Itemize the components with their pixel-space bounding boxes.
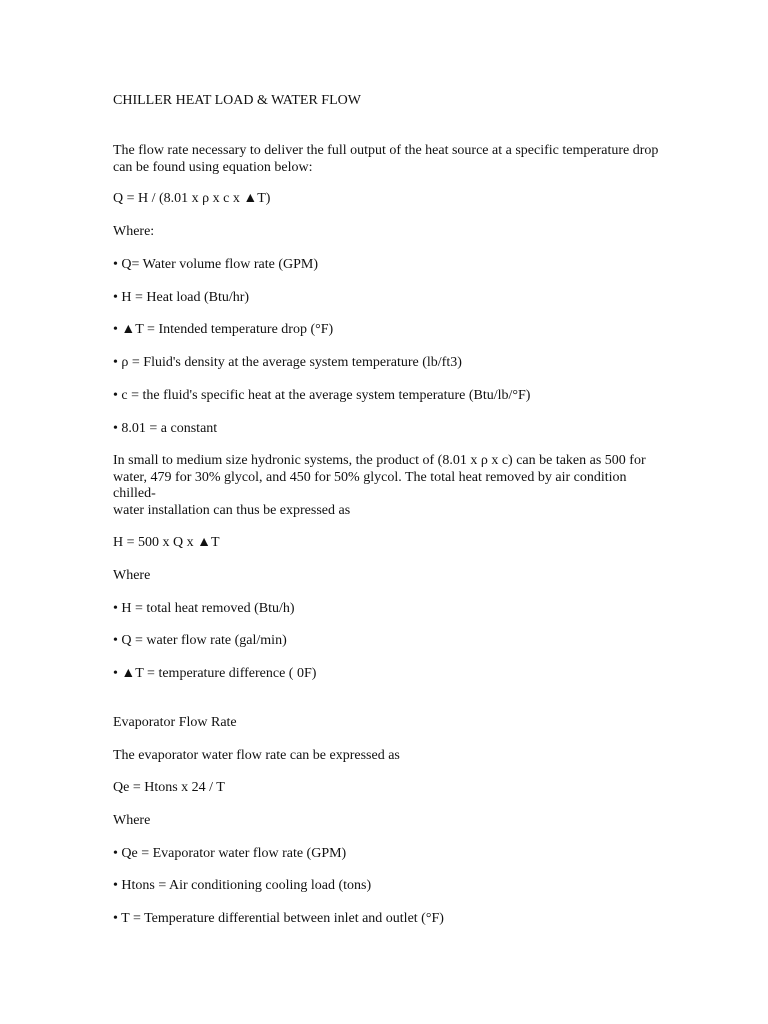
intro-line: can be found using equation below: bbox=[113, 159, 313, 175]
where-label: Where bbox=[113, 568, 151, 583]
intro-line: The flow rate necessary to deliver the full output of the heat source at a specific temperature drop bbox=[113, 143, 659, 158]
flow-rate-equation: Q = H / (8.01 x ρ x c x ▲T) bbox=[113, 191, 271, 206]
bullet-evaporator-flow: • Qe = Evaporator water flow rate (GPM) bbox=[113, 846, 347, 861]
paragraph-line: water, 479 for 30% glycol, and 450 for 50% glycol. The total heat removed by air condition bbox=[113, 469, 627, 485]
paragraph-line: In small to medium size hydronic systems, the product of (8.01 x ρ x c) can be taken as 500 for bbox=[113, 453, 646, 468]
where-label: Where bbox=[113, 813, 151, 828]
bullet-temperature-drop: • ▲T = Intended temperature drop (°F) bbox=[113, 322, 334, 337]
bullet-total-heat: • H = total heat removed (Btu/h) bbox=[113, 601, 295, 616]
heat-removed-equation: H = 500 x Q x ▲T bbox=[113, 535, 220, 550]
where-label: Where: bbox=[113, 224, 155, 239]
hydronic-paragraph bbox=[113, 453, 658, 519]
intro-paragraph bbox=[113, 143, 658, 176]
bullet-heat-load: • H = Heat load (Btu/hr) bbox=[113, 290, 250, 305]
bullet-temperature-difference: • ▲T = temperature difference ( 0F) bbox=[113, 666, 317, 681]
evaporator-equation: Qe = Htons x 24 / T bbox=[113, 780, 225, 795]
paragraph-line: chilled- bbox=[113, 486, 156, 501]
bullet-fluid-density: • ρ = Fluid's density at the average system temperature (lb/ft3) bbox=[113, 355, 462, 370]
document-title: CHILLER HEAT LOAD & WATER FLOW bbox=[113, 93, 361, 108]
paragraph-line: water installation can thus be expressed as bbox=[113, 502, 351, 518]
section-heading: Evaporator Flow Rate bbox=[113, 715, 237, 730]
bullet-water-flow-rate: • Q = water flow rate (gal/min) bbox=[113, 633, 287, 648]
bullet-temperature-differential: • T = Temperature differential between inlet and outlet (°F) bbox=[113, 911, 444, 926]
bullet-specific-heat: • c = the fluid's specific heat at the average system temperature (Btu/lb/°F) bbox=[113, 388, 531, 403]
section-intro: The evaporator water flow rate can be expressed as bbox=[113, 748, 400, 763]
bullet-cooling-load: • Htons = Air conditioning cooling load (tons) bbox=[113, 878, 372, 893]
bullet-flow-rate: • Q= Water volume flow rate (GPM) bbox=[113, 257, 319, 272]
bullet-constant: • 8.01 = a constant bbox=[113, 421, 218, 436]
